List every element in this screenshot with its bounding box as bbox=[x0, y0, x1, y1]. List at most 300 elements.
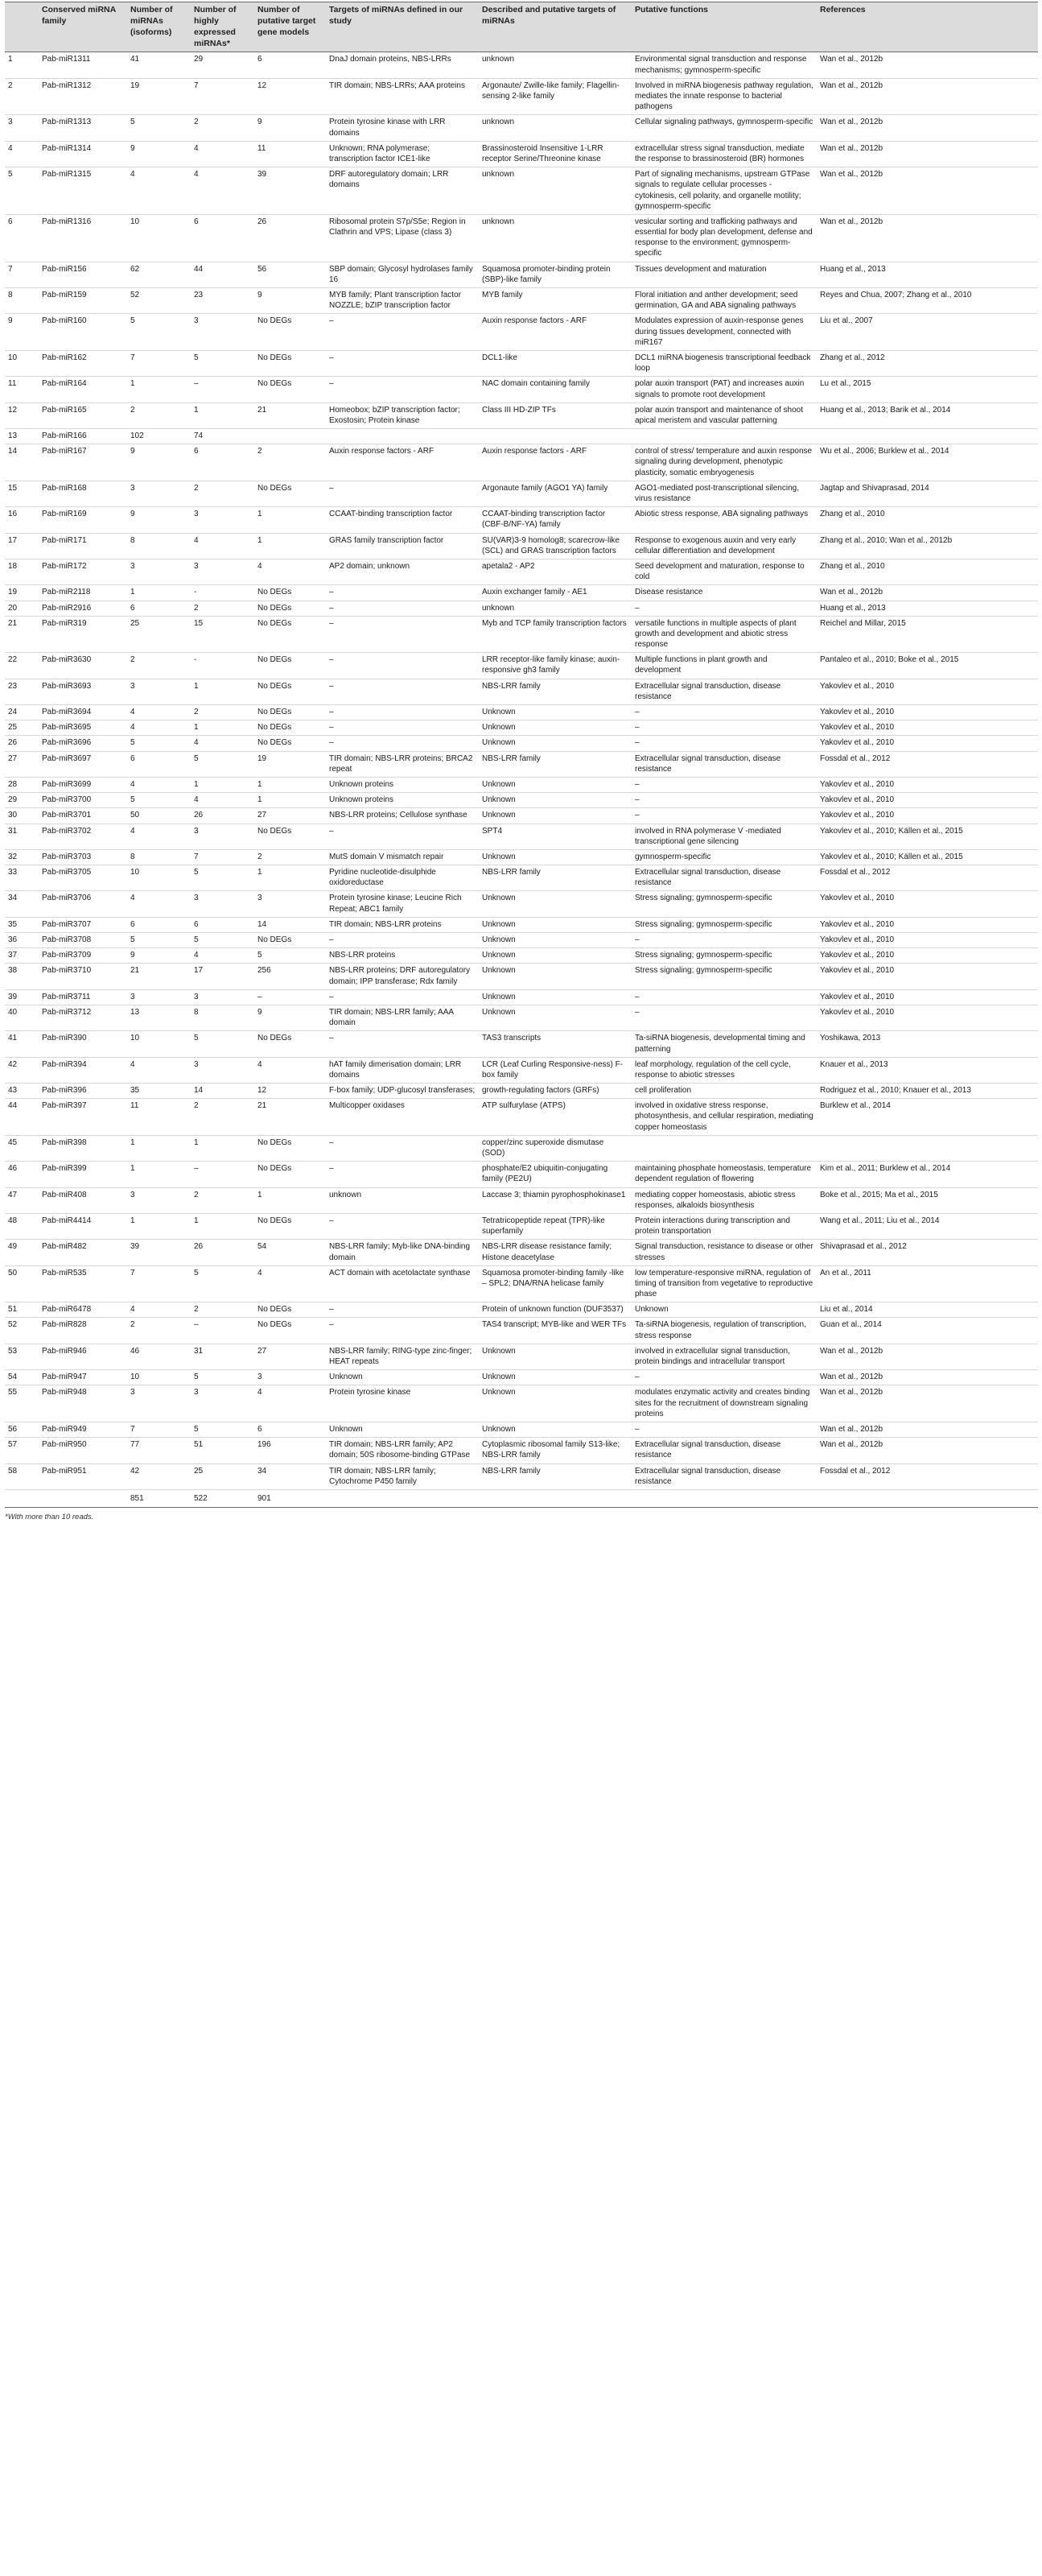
isoform-count: 6 bbox=[127, 601, 191, 616]
putative-functions: Response to exogenous auxin and very early cellular differentiation and development bbox=[632, 533, 817, 559]
study-targets: – bbox=[326, 377, 479, 402]
table-row bbox=[5, 720, 1038, 736]
family-name: Pab-miR535 bbox=[39, 1265, 127, 1302]
highly-expressed-count: 3 bbox=[191, 891, 254, 917]
table-row bbox=[5, 824, 1038, 849]
described-targets: growth-regulating factors (GRFs) bbox=[479, 1084, 632, 1099]
described-targets: NBS-LRR disease resistance family; Histone deacetylase bbox=[479, 1240, 632, 1265]
isoform-count: 3 bbox=[127, 559, 191, 584]
family-name: Pab-miR398 bbox=[39, 1135, 127, 1161]
highly-expressed-count: 3 bbox=[191, 989, 254, 1005]
isoform-count: 11 bbox=[127, 1099, 191, 1136]
described-targets: Unknown bbox=[479, 808, 632, 824]
highly-expressed-count: 5 bbox=[191, 1422, 254, 1437]
highly-expressed-count: 8 bbox=[191, 1005, 254, 1030]
isoform-count: 50 bbox=[127, 808, 191, 824]
described-targets: Tetratricopeptide repeat (TPR)-like superfamily bbox=[479, 1213, 632, 1239]
table-row bbox=[5, 601, 1038, 616]
described-targets: MYB family bbox=[479, 288, 632, 314]
study-targets: – bbox=[326, 616, 479, 653]
target-model-count: 1 bbox=[254, 777, 326, 792]
references: Yakovlev et al., 2010 bbox=[817, 891, 1038, 917]
family-name: Pab-miR828 bbox=[39, 1318, 127, 1344]
target-model-count: 3 bbox=[254, 891, 326, 917]
putative-functions: – bbox=[632, 736, 817, 751]
described-targets: TAS4 transcript; MYB-like and WER TFs bbox=[479, 1318, 632, 1344]
described-targets: Auxin response factors - ARF bbox=[479, 444, 632, 481]
isoform-count: 9 bbox=[127, 444, 191, 481]
target-model-count: No DEGs bbox=[254, 705, 326, 720]
references: Huang et al., 2013 bbox=[817, 601, 1038, 616]
isoform-count: 10 bbox=[127, 1031, 191, 1057]
putative-functions: Unknown bbox=[632, 1302, 817, 1318]
references: Wan et al., 2012b bbox=[817, 52, 1038, 78]
references: Fossdal et al., 2012 bbox=[817, 1463, 1038, 1489]
row-number: 53 bbox=[5, 1344, 39, 1369]
study-targets: TIR domain; NBS-LRR family; AAA domain bbox=[326, 1005, 479, 1030]
family-name: Pab-miR482 bbox=[39, 1240, 127, 1265]
described-targets: unknown bbox=[479, 601, 632, 616]
table-row bbox=[5, 1385, 1038, 1422]
family-name: Pab-miR390 bbox=[39, 1031, 127, 1057]
table-row bbox=[5, 1344, 1038, 1369]
target-model-count: 9 bbox=[254, 115, 326, 141]
target-model-count: 27 bbox=[254, 1344, 326, 1369]
isoform-count: 52 bbox=[127, 288, 191, 314]
family-name: Pab-miR3712 bbox=[39, 1005, 127, 1030]
described-targets: Cytoplasmic ribosomal family S13-like; NBS-LRR family bbox=[479, 1438, 632, 1463]
isoform-count: 39 bbox=[127, 1240, 191, 1265]
described-targets: Unknown bbox=[479, 705, 632, 720]
study-targets: – bbox=[326, 705, 479, 720]
study-targets: – bbox=[326, 1135, 479, 1161]
isoform-count: 4 bbox=[127, 1057, 191, 1083]
family-name: Pab-miR1314 bbox=[39, 141, 127, 167]
described-targets: NBS-LRR family bbox=[479, 679, 632, 704]
row-number: 13 bbox=[5, 429, 39, 444]
isoform-count: 8 bbox=[127, 533, 191, 559]
table-row bbox=[5, 1422, 1038, 1437]
isoform-count: 7 bbox=[127, 1265, 191, 1302]
putative-functions: Stress signaling; gymnosperm-specific bbox=[632, 948, 817, 964]
study-targets: – bbox=[326, 720, 479, 736]
putative-functions: Seed development and maturation, response to cold bbox=[632, 559, 817, 584]
row-number: 51 bbox=[5, 1302, 39, 1318]
putative-functions: Ta-siRNA biogenesis, developmental timing and patterning bbox=[632, 1031, 817, 1057]
family-name: Pab-miR166 bbox=[39, 429, 127, 444]
highly-expressed-count: 5 bbox=[191, 933, 254, 948]
table-row bbox=[5, 891, 1038, 917]
putative-functions: – bbox=[632, 601, 817, 616]
target-model-count: No DEGs bbox=[254, 824, 326, 849]
row-number: 43 bbox=[5, 1084, 39, 1099]
putative-functions: – bbox=[632, 989, 817, 1005]
table-row bbox=[5, 377, 1038, 402]
study-targets bbox=[326, 429, 479, 444]
putative-functions: – bbox=[632, 1005, 817, 1030]
row-number: 39 bbox=[5, 989, 39, 1005]
family-name: Pab-miR169 bbox=[39, 507, 127, 533]
row-number: 46 bbox=[5, 1162, 39, 1187]
family-name: Pab-miR2916 bbox=[39, 601, 127, 616]
total-family-name bbox=[39, 1489, 127, 1507]
table-row bbox=[5, 1463, 1038, 1489]
isoform-count: 10 bbox=[127, 865, 191, 891]
table-row bbox=[5, 1240, 1038, 1265]
family-name: Pab-miR3695 bbox=[39, 720, 127, 736]
putative-functions: Stress signaling; gymnosperm-specific bbox=[632, 964, 817, 989]
described-targets: Squamosa promoter-binding protein (SBP)-like family bbox=[479, 262, 632, 287]
study-targets: MutS domain V mismatch repair bbox=[326, 849, 479, 865]
study-targets: Protein tyrosine kinase bbox=[326, 1385, 479, 1422]
described-targets: DCL1-like bbox=[479, 350, 632, 376]
row-number: 4 bbox=[5, 141, 39, 167]
row-number: 25 bbox=[5, 720, 39, 736]
isoform-count: 6 bbox=[127, 917, 191, 932]
target-model-count: No DEGs bbox=[254, 1318, 326, 1344]
study-targets: NBS-LRR proteins bbox=[326, 948, 479, 964]
study-targets: Protein tyrosine kinase; Leucine Rich Repeat; ABC1 family bbox=[326, 891, 479, 917]
table-row bbox=[5, 262, 1038, 287]
described-targets: SPT4 bbox=[479, 824, 632, 849]
target-model-count: No DEGs bbox=[254, 1031, 326, 1057]
isoform-count: 7 bbox=[127, 350, 191, 376]
references: Yakovlev et al., 2010 bbox=[817, 933, 1038, 948]
study-targets: Pyridine nucleotide-disulphide oxidoreductase bbox=[326, 865, 479, 891]
study-targets: – bbox=[326, 1162, 479, 1187]
col-header-described-targets: Described and putative targets of miRNAs bbox=[479, 2, 632, 52]
study-targets: TIR domain; NBS-LRR proteins; BRCA2 repeat bbox=[326, 751, 479, 777]
target-model-count: 39 bbox=[254, 167, 326, 215]
references: Shivaprasad et al., 2012 bbox=[817, 1240, 1038, 1265]
study-targets: TIR domain; NBS-LRR family; AP2 domain; 50S ribosome-binding GTPase bbox=[326, 1438, 479, 1463]
table-row bbox=[5, 616, 1038, 653]
table-row bbox=[5, 1213, 1038, 1239]
described-targets: Argonaute family (AGO1 YA) family bbox=[479, 481, 632, 506]
target-model-count: 27 bbox=[254, 808, 326, 824]
highly-expressed-count: 2 bbox=[191, 1302, 254, 1318]
study-targets: – bbox=[326, 601, 479, 616]
described-targets: NBS-LRR family bbox=[479, 865, 632, 891]
described-targets: Class III HD-ZIP TFs bbox=[479, 402, 632, 428]
isoform-count: 10 bbox=[127, 1370, 191, 1385]
row-number: 6 bbox=[5, 214, 39, 262]
described-targets: SU(VAR)3-9 homolog8; scarecrow-like (SCL) and GRAS transcription factors bbox=[479, 533, 632, 559]
highly-expressed-count: 2 bbox=[191, 705, 254, 720]
table-row bbox=[5, 751, 1038, 777]
references: Wan et al., 2012b bbox=[817, 1344, 1038, 1369]
putative-functions: Cellular signaling pathways, gymnosperm-specific bbox=[632, 115, 817, 141]
references: Yakovlev et al., 2010; Källen et al., 2015 bbox=[817, 849, 1038, 865]
target-model-count: 9 bbox=[254, 1005, 326, 1030]
references: Huang et al., 2013; Barik et al., 2014 bbox=[817, 402, 1038, 428]
family-name: Pab-miR950 bbox=[39, 1438, 127, 1463]
family-name: Pab-miR4414 bbox=[39, 1213, 127, 1239]
family-name: Pab-miR3694 bbox=[39, 705, 127, 720]
references: Lu et al., 2015 bbox=[817, 377, 1038, 402]
highly-expressed-count: 6 bbox=[191, 214, 254, 262]
table-row bbox=[5, 865, 1038, 891]
target-model-count: 12 bbox=[254, 1084, 326, 1099]
target-model-count: No DEGs bbox=[254, 933, 326, 948]
row-number: 17 bbox=[5, 533, 39, 559]
target-model-count: 3 bbox=[254, 1370, 326, 1385]
study-targets: – bbox=[326, 1318, 479, 1344]
references: Fossdal et al., 2012 bbox=[817, 865, 1038, 891]
study-targets: – bbox=[326, 1213, 479, 1239]
references: Yakovlev et al., 2010 bbox=[817, 793, 1038, 808]
family-name: Pab-miR3699 bbox=[39, 777, 127, 792]
table-row bbox=[5, 777, 1038, 792]
highly-expressed-count: 1 bbox=[191, 1135, 254, 1161]
putative-functions: Signal transduction, resistance to disease or other stresses bbox=[632, 1240, 817, 1265]
highly-expressed-count: 1 bbox=[191, 402, 254, 428]
putative-functions: Environmental signal transduction and response mechanisms; gymnosperm-specific bbox=[632, 52, 817, 78]
row-number: 37 bbox=[5, 948, 39, 964]
described-targets: unknown bbox=[479, 115, 632, 141]
highly-expressed-count: 2 bbox=[191, 481, 254, 506]
highly-expressed-count: 1 bbox=[191, 720, 254, 736]
row-number: 2 bbox=[5, 78, 39, 115]
table-row bbox=[5, 793, 1038, 808]
table-row bbox=[5, 989, 1038, 1005]
described-targets: NAC domain containing family bbox=[479, 377, 632, 402]
described-targets: Unknown bbox=[479, 891, 632, 917]
references: Yakovlev et al., 2010 bbox=[817, 917, 1038, 932]
putative-functions: control of stress/ temperature and auxin response signaling during development, phenotypic plasticity, somatic embryogenesis bbox=[632, 444, 817, 481]
row-number: 15 bbox=[5, 481, 39, 506]
table-row bbox=[5, 653, 1038, 679]
references: Reichel and Millar, 2015 bbox=[817, 616, 1038, 653]
isoform-count: 41 bbox=[127, 52, 191, 78]
isoform-count: 5 bbox=[127, 933, 191, 948]
target-model-count: No DEGs bbox=[254, 585, 326, 601]
putative-functions: Modulates expression of auxin-response genes during tissues development, connected with miR167 bbox=[632, 314, 817, 351]
family-name: Pab-miR162 bbox=[39, 350, 127, 376]
study-targets: – bbox=[326, 350, 479, 376]
family-name: Pab-miR396 bbox=[39, 1084, 127, 1099]
study-targets: Unknown bbox=[326, 1370, 479, 1385]
target-model-count: No DEGs bbox=[254, 1135, 326, 1161]
target-model-count: No DEGs bbox=[254, 653, 326, 679]
isoform-count: 42 bbox=[127, 1463, 191, 1489]
references: Wan et al., 2012b bbox=[817, 1385, 1038, 1422]
study-targets: Auxin response factors - ARF bbox=[326, 444, 479, 481]
isoform-count: 25 bbox=[127, 616, 191, 653]
highly-expressed-count: 5 bbox=[191, 751, 254, 777]
family-name: Pab-miR171 bbox=[39, 533, 127, 559]
family-name: Pab-miR946 bbox=[39, 1344, 127, 1369]
family-name: Pab-miR167 bbox=[39, 444, 127, 481]
family-name: Pab-miR3696 bbox=[39, 736, 127, 751]
table-row bbox=[5, 1265, 1038, 1302]
references: Wan et al., 2012b bbox=[817, 585, 1038, 601]
study-targets: hAT family dimerisation domain; LRR domains bbox=[326, 1057, 479, 1083]
highly-expressed-count: - bbox=[191, 585, 254, 601]
putative-functions: AGO1-mediated post-transcriptional silencing, virus resistance bbox=[632, 481, 817, 506]
study-targets: DnaJ domain proteins, NBS-LRRs bbox=[326, 52, 479, 78]
references: Zhang et al., 2010 bbox=[817, 559, 1038, 584]
study-targets: Unknown proteins bbox=[326, 793, 479, 808]
total-highly-expressed-count: 522 bbox=[191, 1489, 254, 1507]
study-targets: TIR domain; NBS-LRRs; AAA proteins bbox=[326, 78, 479, 115]
described-targets: unknown bbox=[479, 214, 632, 262]
target-model-count: 14 bbox=[254, 917, 326, 932]
total-target-model-count: 901 bbox=[254, 1489, 326, 1507]
family-name: Pab-miR3708 bbox=[39, 933, 127, 948]
target-model-count: 4 bbox=[254, 1385, 326, 1422]
study-targets: TIR domain; NBS-LRR proteins bbox=[326, 917, 479, 932]
table-row bbox=[5, 736, 1038, 751]
references: Jagtap and Shivaprasad, 2014 bbox=[817, 481, 1038, 506]
putative-functions: Extracellular signal transduction, disease resistance bbox=[632, 679, 817, 704]
family-name: Pab-miR948 bbox=[39, 1385, 127, 1422]
highly-expressed-count: – bbox=[191, 1318, 254, 1344]
study-targets: TIR domain; NBS-LRR family; Cytochrome P450 family bbox=[326, 1463, 479, 1489]
mirna-table bbox=[5, 2, 1038, 1508]
study-targets: Unknown proteins bbox=[326, 777, 479, 792]
row-number: 33 bbox=[5, 865, 39, 891]
references: Kim et al., 2011; Burklew et al., 2014 bbox=[817, 1162, 1038, 1187]
highly-expressed-count: 3 bbox=[191, 1057, 254, 1083]
study-targets: Protein tyrosine kinase with LRR domains bbox=[326, 115, 479, 141]
study-targets: – bbox=[326, 679, 479, 704]
putative-functions: – bbox=[632, 1422, 817, 1437]
row-number: 14 bbox=[5, 444, 39, 481]
putative-functions: vesicular sorting and trafficking pathways and essential for body plan development, defense and response to the environment; gymnosperm-specific bbox=[632, 214, 817, 262]
isoform-count: 5 bbox=[127, 736, 191, 751]
table-row bbox=[5, 1005, 1038, 1030]
putative-functions: Extracellular signal transduction, disease resistance bbox=[632, 751, 817, 777]
row-number: 1 bbox=[5, 52, 39, 78]
putative-functions: Extracellular signal transduction, disease resistance bbox=[632, 1438, 817, 1463]
described-targets: TAS3 transcripts bbox=[479, 1031, 632, 1057]
row-number: 20 bbox=[5, 601, 39, 616]
putative-functions: maintaining phosphate homeostasis, temperature dependent regulation of flowering bbox=[632, 1162, 817, 1187]
family-name: Pab-miR165 bbox=[39, 402, 127, 428]
isoform-count: 3 bbox=[127, 1187, 191, 1213]
described-targets: Unknown bbox=[479, 777, 632, 792]
family-name: Pab-miR947 bbox=[39, 1370, 127, 1385]
isoform-count: 3 bbox=[127, 679, 191, 704]
total-described-targets bbox=[479, 1489, 632, 1507]
row-number: 9 bbox=[5, 314, 39, 351]
table-row bbox=[5, 533, 1038, 559]
study-targets: – bbox=[326, 653, 479, 679]
study-targets: – bbox=[326, 736, 479, 751]
references: Wu et al., 2006; Burklew et al., 2014 bbox=[817, 444, 1038, 481]
putative-functions: versatile functions in multiple aspects of plant growth and development and abiotic stress response bbox=[632, 616, 817, 653]
references: Yakovlev et al., 2010 bbox=[817, 777, 1038, 792]
table-row bbox=[5, 115, 1038, 141]
references: Zhang et al., 2010; Wan et al., 2012b bbox=[817, 533, 1038, 559]
isoform-count: 77 bbox=[127, 1438, 191, 1463]
described-targets: Unknown bbox=[479, 1370, 632, 1385]
references: Yakovlev et al., 2010 bbox=[817, 1005, 1038, 1030]
study-targets: MYB family; Plant transcription factor NOZZLE; bZIP transcription factor bbox=[326, 288, 479, 314]
target-model-count: 6 bbox=[254, 1422, 326, 1437]
col-header-targets-study: Targets of miRNAs defined in our study bbox=[326, 2, 479, 52]
putative-functions: modulates enzymatic activity and creates binding sites for the recruitment of downstream signaling proteins bbox=[632, 1385, 817, 1422]
target-model-count: 1 bbox=[254, 507, 326, 533]
table-row bbox=[5, 679, 1038, 704]
total-references bbox=[817, 1489, 1038, 1507]
highly-expressed-count: 6 bbox=[191, 917, 254, 932]
study-targets: CCAAT-binding transcription factor bbox=[326, 507, 479, 533]
table-row bbox=[5, 214, 1038, 262]
highly-expressed-count: 2 bbox=[191, 115, 254, 141]
table-row bbox=[5, 52, 1038, 78]
highly-expressed-count: 15 bbox=[191, 616, 254, 653]
row-number: 18 bbox=[5, 559, 39, 584]
row-number: 55 bbox=[5, 1385, 39, 1422]
family-name: Pab-miR1316 bbox=[39, 214, 127, 262]
isoform-count: 1 bbox=[127, 1162, 191, 1187]
row-number: 32 bbox=[5, 849, 39, 865]
col-header-isoforms: Number of miRNAs (isoforms) bbox=[127, 2, 191, 52]
family-name: Pab-miR3711 bbox=[39, 989, 127, 1005]
described-targets: Unknown bbox=[479, 849, 632, 865]
references: Yakovlev et al., 2010 bbox=[817, 989, 1038, 1005]
putative-functions: Multiple functions in plant growth and development bbox=[632, 653, 817, 679]
table-row bbox=[5, 1370, 1038, 1385]
putative-functions: Abiotic stress response, ABA signaling pathways bbox=[632, 507, 817, 533]
putative-functions: low temperature-responsive miRNA, regulation of timing of transition from vegetative to reproductive phase bbox=[632, 1265, 817, 1302]
row-number: 49 bbox=[5, 1240, 39, 1265]
family-name: Pab-miR6478 bbox=[39, 1302, 127, 1318]
isoform-count: 9 bbox=[127, 948, 191, 964]
target-model-count: 9 bbox=[254, 288, 326, 314]
putative-functions: Stress signaling; gymnosperm-specific bbox=[632, 917, 817, 932]
table-row bbox=[5, 705, 1038, 720]
target-model-count: 34 bbox=[254, 1463, 326, 1489]
isoform-count: 7 bbox=[127, 1422, 191, 1437]
described-targets: Unknown bbox=[479, 1422, 632, 1437]
highly-expressed-count: 3 bbox=[191, 507, 254, 533]
table-row bbox=[5, 481, 1038, 506]
putative-functions: Extracellular signal transduction, disease resistance bbox=[632, 865, 817, 891]
family-name: Pab-miR160 bbox=[39, 314, 127, 351]
row-number: 3 bbox=[5, 115, 39, 141]
study-targets: – bbox=[326, 1031, 479, 1057]
study-targets: SBP domain; Glycosyl hydrolases family 16 bbox=[326, 262, 479, 287]
isoform-count: 4 bbox=[127, 1302, 191, 1318]
row-number: 42 bbox=[5, 1057, 39, 1083]
isoform-count: 1 bbox=[127, 1135, 191, 1161]
table-row bbox=[5, 917, 1038, 932]
references: Guan et al., 2014 bbox=[817, 1318, 1038, 1344]
family-name: Pab-miR3700 bbox=[39, 793, 127, 808]
table-row bbox=[5, 507, 1038, 533]
target-model-count: 11 bbox=[254, 141, 326, 167]
row-number: 22 bbox=[5, 653, 39, 679]
described-targets: Protein of unknown function (DUF3537) bbox=[479, 1302, 632, 1318]
highly-expressed-count: 4 bbox=[191, 533, 254, 559]
table-row bbox=[5, 141, 1038, 167]
references: An et al., 2011 bbox=[817, 1265, 1038, 1302]
putative-functions: cell proliferation bbox=[632, 1084, 817, 1099]
target-model-count: 6 bbox=[254, 52, 326, 78]
table-row bbox=[5, 429, 1038, 444]
family-name: Pab-miR159 bbox=[39, 288, 127, 314]
target-model-count: 1 bbox=[254, 1187, 326, 1213]
highly-expressed-count: 17 bbox=[191, 964, 254, 989]
putative-functions: polar auxin transport (PAT) and increases auxin signals to promote root development bbox=[632, 377, 817, 402]
row-number: 58 bbox=[5, 1463, 39, 1489]
references: Wan et al., 2012b bbox=[817, 167, 1038, 215]
col-header bbox=[5, 2, 39, 52]
target-model-count: No DEGs bbox=[254, 314, 326, 351]
